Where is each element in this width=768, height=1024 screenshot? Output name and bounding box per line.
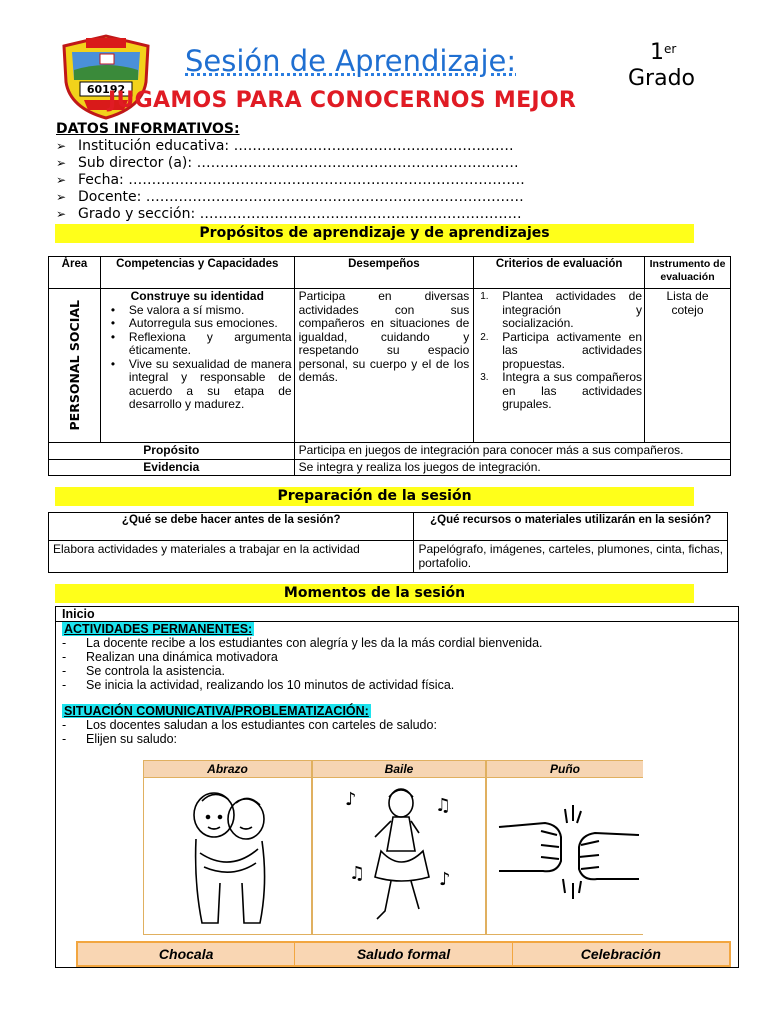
arrow-bullet-icon: ➢ bbox=[56, 139, 67, 153]
momentos-box bbox=[55, 606, 739, 968]
item-text: Elijen su saludo: bbox=[86, 732, 178, 746]
session-subtitle: JUGAMOS PARA CONOCERNOS MEJOR bbox=[108, 88, 577, 113]
greeting-images bbox=[143, 760, 643, 935]
evidencia-text: Se integra y realiza los juegos de integración. bbox=[294, 459, 730, 476]
list-item: - La docente recibe a los estudiantes con alegría y les da la más cordial bienvenida. bbox=[62, 636, 543, 650]
criterios-cell bbox=[474, 289, 645, 443]
greeting-label: Celebración bbox=[580, 946, 661, 962]
list-item: 3. Integra a sus compañeros en las actividades grupales. bbox=[480, 370, 643, 411]
item-text: La docente recibe a los estudiantes con alegría y les da la más cordial bienvenida. bbox=[86, 636, 543, 650]
header-antes: ¿Qué se debe hacer antes de la sesión? bbox=[49, 513, 414, 541]
instrumento-cell: Lista de cotejo bbox=[645, 289, 731, 443]
list-item: • Reflexiona y argumenta éticamente. bbox=[103, 331, 292, 358]
header-competencias: Competencias y Capacidades bbox=[100, 257, 294, 289]
criterio-text: Participa activamente en las actividades propuestas. bbox=[502, 329, 643, 371]
list-item: - Elijen su saludo: bbox=[62, 732, 178, 746]
page-title: Sesión de Aprendizaje: bbox=[185, 44, 517, 78]
competencias-cell bbox=[100, 289, 294, 443]
proposito-label: Propósito bbox=[49, 443, 295, 460]
propositos-table bbox=[48, 256, 731, 476]
list-item: - Se inicia la actividad, realizando los 10 minutos de actividad física. bbox=[62, 678, 455, 692]
list-item: • Se valora a sí mismo. bbox=[103, 304, 292, 318]
arrow-bullet-icon: ➢ bbox=[56, 173, 67, 187]
datos-item-text: Institución educativa: …………………………………………………… bbox=[78, 138, 514, 154]
datos-item-text: Sub director (a): …………………………………………………………… bbox=[78, 155, 519, 171]
preparacion-table bbox=[48, 512, 728, 573]
greeting-card-puno bbox=[486, 760, 643, 935]
preparacion-band: Preparación de la sesión bbox=[55, 487, 694, 506]
criterios-list bbox=[476, 290, 642, 412]
item-text: Se inicia la actividad, realizando los 10 minutos de actividad física. bbox=[86, 678, 455, 692]
fist-bump-illustration-icon bbox=[495, 795, 643, 905]
grade-label bbox=[628, 40, 695, 93]
header-criterios: Criterios de evaluación bbox=[474, 257, 645, 289]
grade-word: Grado bbox=[628, 66, 695, 92]
dance-illustration-icon bbox=[341, 781, 461, 933]
item-text: Los docentes saludan a los estudiantes con carteles de saludo: bbox=[86, 718, 437, 732]
header-instrumento: Instrumento de evaluación bbox=[645, 257, 731, 289]
item-text: Realizan una dinámica motivadora bbox=[86, 650, 278, 664]
greeting-header: Baile bbox=[313, 761, 485, 778]
header-recursos: ¿Qué recursos o materiales utilizarán en la sesión? bbox=[414, 513, 728, 541]
area-label: PERSONAL SOCIAL bbox=[66, 300, 82, 431]
header-desempenos: Desempeños bbox=[294, 257, 474, 289]
svg-text:♪: ♪ bbox=[439, 869, 451, 890]
greeting-header: Puño bbox=[487, 761, 643, 778]
proposito-text: Participa en juegos de integración para conocer más a sus compañeros. bbox=[294, 443, 730, 460]
list-item: • Vive su sexualidad de manera integral y responsable de acuerdo a su etapa de desarrollo y madurez. bbox=[103, 358, 292, 412]
datos-item bbox=[56, 138, 676, 155]
capacidades-list bbox=[103, 304, 292, 412]
greeting-label: Chocala bbox=[78, 943, 295, 965]
inicio-label: Inicio bbox=[56, 607, 738, 622]
datos-item bbox=[56, 155, 676, 172]
datos-heading: DATOS INFORMATIVOS: bbox=[56, 121, 240, 137]
propositos-band: Propósitos de aprendizaje y de aprendizajes bbox=[55, 224, 694, 243]
logo-number: 60192 bbox=[86, 83, 126, 96]
desempeno-cell: Participa en diversas actividades con sus compañeros en situaciones de igualdad, cuidando y respetando su espacio personal, su cuerpo y el de los demás. bbox=[294, 289, 474, 443]
momentos-band: Momentos de la sesión bbox=[55, 584, 694, 603]
list-item: - Realizan una dinámica motivadora bbox=[62, 650, 278, 664]
greeting-card-abrazo bbox=[143, 760, 312, 935]
greeting-header: Abrazo bbox=[144, 761, 311, 778]
datos-item-text: Docente: ……………………………………………………………………… bbox=[78, 189, 524, 205]
header-area: Área bbox=[49, 257, 101, 289]
greeting-card-baile bbox=[312, 760, 486, 935]
list-item: - Los docentes saludan a los estudiantes con carteles de saludo: bbox=[62, 718, 437, 732]
criterio-text: Integra a sus compañeros en las actividades grupales. bbox=[502, 370, 643, 411]
datos-informativos bbox=[56, 121, 676, 223]
evidencia-label: Evidencia bbox=[49, 459, 295, 476]
datos-item-text: Fecha: …………………………………………………………………………. bbox=[78, 172, 525, 188]
list-item: 2. Participa activamente en las actividades propuestas. bbox=[480, 329, 643, 371]
recursos-cell: Papelógrafo, imágenes, carteles, plumones, cinta, fichas, portafolio. bbox=[414, 541, 728, 573]
criterio-text: Plantea actividades de integración y socialización. bbox=[502, 289, 643, 330]
svg-text:♪: ♪ bbox=[345, 789, 357, 810]
datos-item bbox=[56, 189, 676, 206]
datos-item bbox=[56, 206, 676, 223]
situacion-title: SITUACIÓN COMUNICATIVA/PROBLEMATIZACIÓN: bbox=[64, 704, 369, 718]
arrow-bullet-icon: ➢ bbox=[56, 190, 67, 204]
list-item: • Autorregula sus emociones. bbox=[103, 317, 292, 331]
permanentes-title: ACTIVIDADES PERMANENTES: bbox=[64, 622, 253, 636]
list-item: 1. Plantea actividades de integración y socialización. bbox=[480, 289, 643, 330]
area-cell bbox=[49, 289, 101, 443]
competencia-title: Construye su identidad bbox=[130, 289, 264, 303]
hug-illustration-icon bbox=[174, 783, 284, 933]
greeting-label: Saludo formal bbox=[295, 943, 512, 965]
antes-cell: Elabora actividades y materiales a trabajar en la actividad bbox=[49, 541, 414, 573]
grade-number: 1 bbox=[650, 40, 664, 65]
list-item: - Se controla la asistencia. bbox=[62, 664, 225, 678]
svg-text:♫: ♫ bbox=[349, 863, 366, 884]
datos-item-text: Grado y sección: …………………………………………………………… bbox=[78, 206, 522, 222]
grade-superscript: er bbox=[664, 42, 677, 56]
arrow-bullet-icon: ➢ bbox=[56, 207, 67, 221]
datos-item bbox=[56, 172, 676, 189]
svg-text:♫: ♫ bbox=[435, 795, 452, 816]
arrow-bullet-icon: ➢ bbox=[56, 156, 67, 170]
item-text: Se controla la asistencia. bbox=[86, 664, 225, 678]
greeting-labels-row bbox=[76, 941, 731, 967]
